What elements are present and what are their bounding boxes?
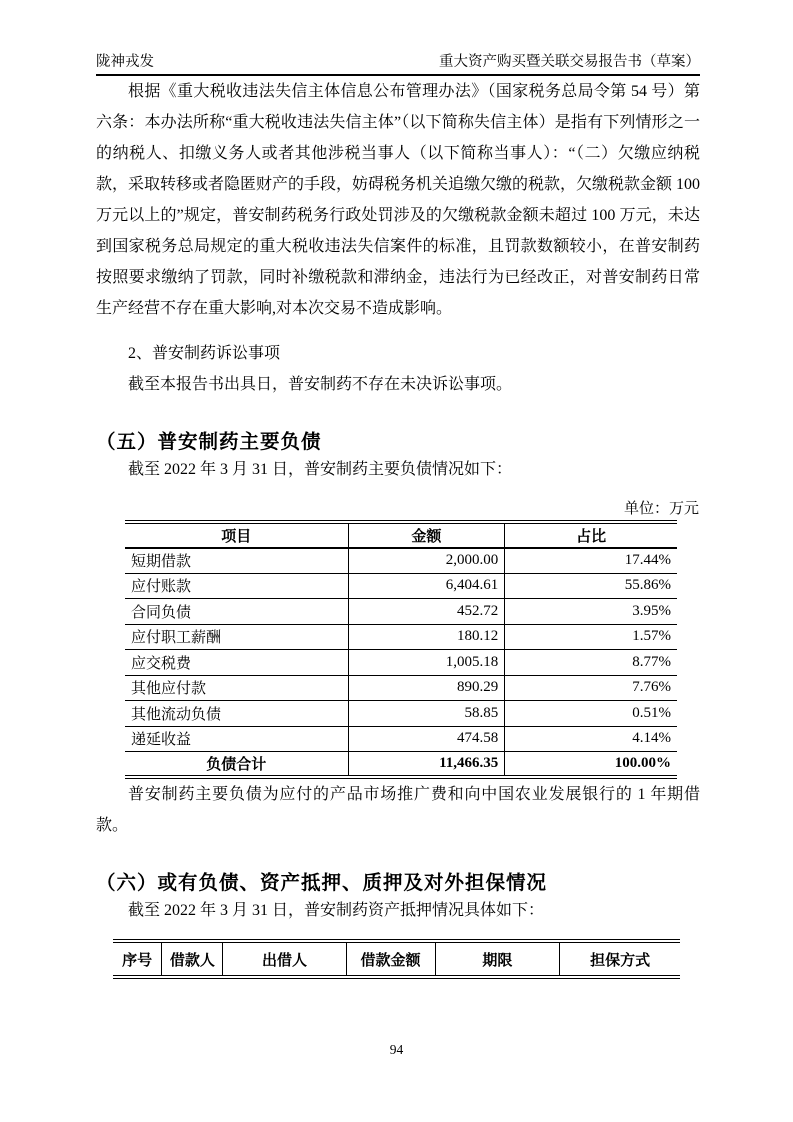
table-unit-note: 单位：万元 <box>623 501 699 517</box>
mortgage-table <box>113 939 680 979</box>
column-header-guarantee-method: 担保方式 <box>560 941 680 977</box>
paragraph-liabilities-summary: 普安制药主要负债为应付的产品市场推广费和向中国农业发展银行的 1 年期借款。 <box>96 786 700 834</box>
row-label: 其他流动负债 <box>125 701 348 727</box>
row-label: 应付账款 <box>125 573 348 599</box>
paragraph-litigation-status: 截至本报告书出具日，普安制药不存在未决诉讼事项。 <box>128 376 513 393</box>
liabilities-table <box>125 520 677 779</box>
column-header-item: 项目 <box>125 522 348 548</box>
table-row <box>125 599 677 625</box>
paragraph-liabilities-intro: 截至 2022 年 3 月 31 日，普安制药主要负债情况如下： <box>128 461 513 478</box>
table-total-row <box>125 752 677 778</box>
column-header-proportion: 占比 <box>505 522 677 548</box>
row-amount: 474.58 <box>348 726 505 752</box>
row-amount: 180.12 <box>348 624 505 650</box>
row-label: 其他应付款 <box>125 675 348 701</box>
row-label: 应付职工薪酬 <box>125 624 348 650</box>
column-header-amount: 金额 <box>348 522 505 548</box>
total-label: 负债合计 <box>206 756 267 773</box>
row-amount: 1,005.18 <box>348 650 505 676</box>
column-header-serial-no: 序号 <box>122 951 153 969</box>
total-amount: 11,466.35 <box>348 752 505 778</box>
row-proportion: 4.14% <box>505 726 677 752</box>
row-label: 短期借款 <box>125 548 348 574</box>
row-amount: 890.29 <box>348 675 505 701</box>
table-row <box>125 548 677 574</box>
paragraph-mortgage-intro: 截至 2022 年 3 月 31 日，普安制药资产抵押情况具体如下： <box>128 902 545 919</box>
row-amount: 6,404.61 <box>348 573 505 599</box>
row-proportion: 17.44% <box>505 548 677 574</box>
column-header-term: 期限 <box>435 941 560 977</box>
row-proportion: 3.95% <box>505 599 677 625</box>
row-proportion: 55.86% <box>505 573 677 599</box>
subsection-litigation-heading: 2、普安制药诉讼事项 <box>128 345 281 362</box>
table-row <box>125 726 677 752</box>
column-header-loan-amount: 借款金额 <box>346 941 435 977</box>
section-title-main-liabilities: （五）普安制药主要负债 <box>96 431 322 453</box>
section-title-contingent-liabilities: （六）或有负债、资产抵押、质押及对外担保情况 <box>96 872 548 894</box>
table-row <box>125 573 677 599</box>
page-content <box>96 76 700 979</box>
row-amount: 58.85 <box>348 701 505 727</box>
table-row <box>125 701 677 727</box>
row-proportion: 8.77% <box>505 650 677 676</box>
table-row <box>125 650 677 676</box>
row-label: 合同负债 <box>125 599 348 625</box>
row-proportion: 0.51% <box>505 701 677 727</box>
header-report-title: 重大资产购买暨关联交易报告书（草案） <box>439 54 700 70</box>
header-company-name: 陇神戎发 <box>96 54 154 70</box>
page-number: 94 <box>389 1042 404 1057</box>
page-header <box>96 0 700 76</box>
row-label: 递延收益 <box>125 726 348 752</box>
table-row <box>125 624 677 650</box>
row-amount: 452.72 <box>348 599 505 625</box>
table-row <box>125 675 677 701</box>
column-header-borrower: 借款人 <box>162 941 223 977</box>
row-amount: 2,000.00 <box>348 548 505 574</box>
mortgage-header-row <box>113 941 680 977</box>
paragraph-tax-regulation: 根据《重大税收违法失信主体信息公布管理办法》（国家税务总局令第 54 号）第六条：本办法所称“重大税收违法失信主体”（以下简称失信主体）是指有下列情形之一的纳税人、扣缴义务人或者其他涉税当事人（以下简称当事人）：“（二）欠缴应纳税款，采取转移或者隐匿财产的手段，妨碍税务机关追缴欠缴的税款，欠缴税款金额 100 万元以上的”规定，普安制药税务行政处罚涉及的欠缴税款金额未超过 100 万元，未达到国家税务总局规定的重大税收违法失信案件的标准，且罚款数额较小，在普安制药按照要求缴纳了罚款，同时补缴税款和滞纳金，违法行为已经改正，对普安制药日常生产经营不存在重大影响,对本次交易不造成影响。 <box>96 83 701 317</box>
row-label: 应交税费 <box>125 650 348 676</box>
column-header-lender: 出借人 <box>223 941 346 977</box>
total-proportion: 100.00% <box>505 752 677 778</box>
table-header-row <box>125 522 677 548</box>
row-proportion: 1.57% <box>505 624 677 650</box>
row-proportion: 7.76% <box>505 675 677 701</box>
